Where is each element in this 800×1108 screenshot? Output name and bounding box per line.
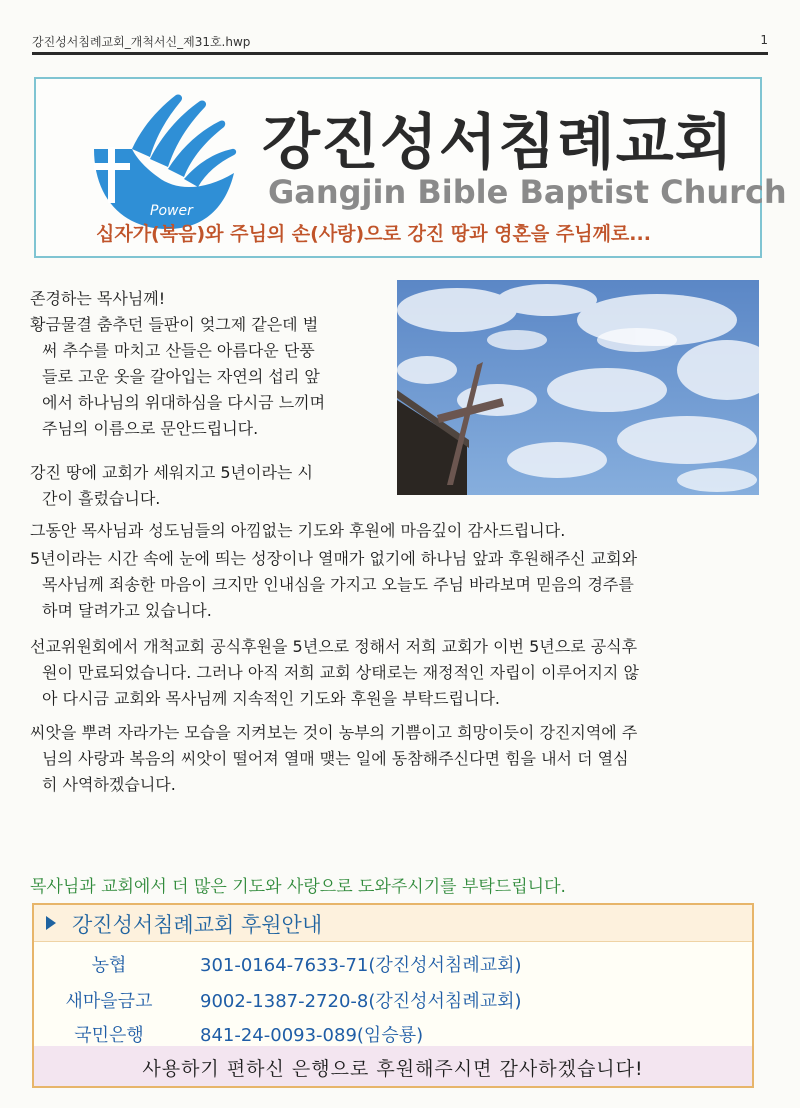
page-header xyxy=(32,33,768,51)
church-motto: 십자가(복음)와 주님의 손(사랑)으로 강진 땅과 영혼을 주님께로... xyxy=(96,223,651,245)
hand-cross-logo-icon xyxy=(84,87,244,237)
svg-text:Power: Power xyxy=(150,203,193,219)
church-name-english: Gangjin Bible Baptist Church xyxy=(268,173,787,211)
bank-row-saemaeul xyxy=(34,981,752,1015)
bank-name: 농협 xyxy=(91,955,127,976)
letter-paragraph-2: 강진 땅에 교회가 세워지고 5년이라는 시 간이 흘렀습니다. xyxy=(30,463,313,508)
thanks-message: 사용하기 편하신 은행으로 후원해주시면 감사하겠습니다! xyxy=(142,1058,644,1080)
cross-sky-photo xyxy=(397,280,759,495)
letter-paragraph-1: 황금물결 춤추던 들판이 엊그제 같은데 벌 써 추수를 마치고 산들은 아름다운 단풍 들로 고운 옷을 갈아입는 자연의 섭리 앞 에서 하나님의 위대하심을 다시금 느끼며 주님의 이름으로 문안드립니다. xyxy=(30,315,326,438)
bank-account: 841-24-0093-089(임승룡) xyxy=(200,1025,424,1046)
bank-name: 새마을금고 xyxy=(65,991,153,1012)
support-title-bar xyxy=(34,905,752,942)
thanks-bar xyxy=(34,1046,752,1086)
file-name: 강진성서침례교회_개척서신_제31호.hwp xyxy=(32,35,251,49)
support-title: 강진성서침례교회 후원안내 xyxy=(72,913,323,937)
support-info-box xyxy=(32,903,754,1088)
bank-account: 9002-1387-2720-8(강진성서침례교회) xyxy=(200,991,522,1012)
page-number: 1 xyxy=(760,33,768,47)
letter-paragraph-6: 씨앗을 뿌려 자라가는 모습을 지켜보는 것이 농부의 기쁨이고 희망이듯이 강진지역에 주 님의 사랑과 복음의 씨앗이 떨어져 열매 맺는 일에 동참해주신다면 힘을 내서 더 열심 히 사역하겠습니다. xyxy=(30,723,638,794)
letter-greeting: 존경하는 목사님께! xyxy=(30,289,166,308)
bank-name: 국민은행 xyxy=(74,1025,144,1046)
bank-row-kookmin xyxy=(34,1015,752,1049)
triangle-right-icon xyxy=(44,914,58,932)
header-divider xyxy=(32,52,768,55)
church-name-korean: 강진성서침례교회 xyxy=(262,108,734,178)
bank-row-nonghyup xyxy=(34,945,752,979)
church-banner xyxy=(34,77,787,258)
letter-paragraph-5: 선교위원회에서 개척교회 공식후원을 5년으로 정해서 저희 교회가 이번 5년으로 공식후 원이 만료되었습니다. 그러나 아직 저희 교회 상태로는 재정적인 자립이 이루어지지 않 아 다시금 교회와 목사님께 지속적인 기도와 후원을 부탁드립니다. xyxy=(30,637,639,708)
prayer-appeal: 목사님과 교회에서 더 많은 기도와 사랑으로 도와주시기를 부탁드립니다. xyxy=(30,877,566,897)
letter-paragraph-4: 5년이라는 시간 속에 눈에 띄는 성장이나 열매가 없기에 하나님 앞과 후원해주신 교회와 목사님께 죄송한 마음이 크지만 인내심을 가지고 오늘도 주님 바라보며 믿음의 경주를 하며 달려가고 있습니다. xyxy=(30,549,638,620)
bank-account: 301-0164-7633-71(강진성서침례교회) xyxy=(200,955,522,976)
letter-paragraph-3: 그동안 목사님과 성도님들의 아낌없는 기도와 후원에 마음깊이 감사드립니다. xyxy=(30,521,566,540)
